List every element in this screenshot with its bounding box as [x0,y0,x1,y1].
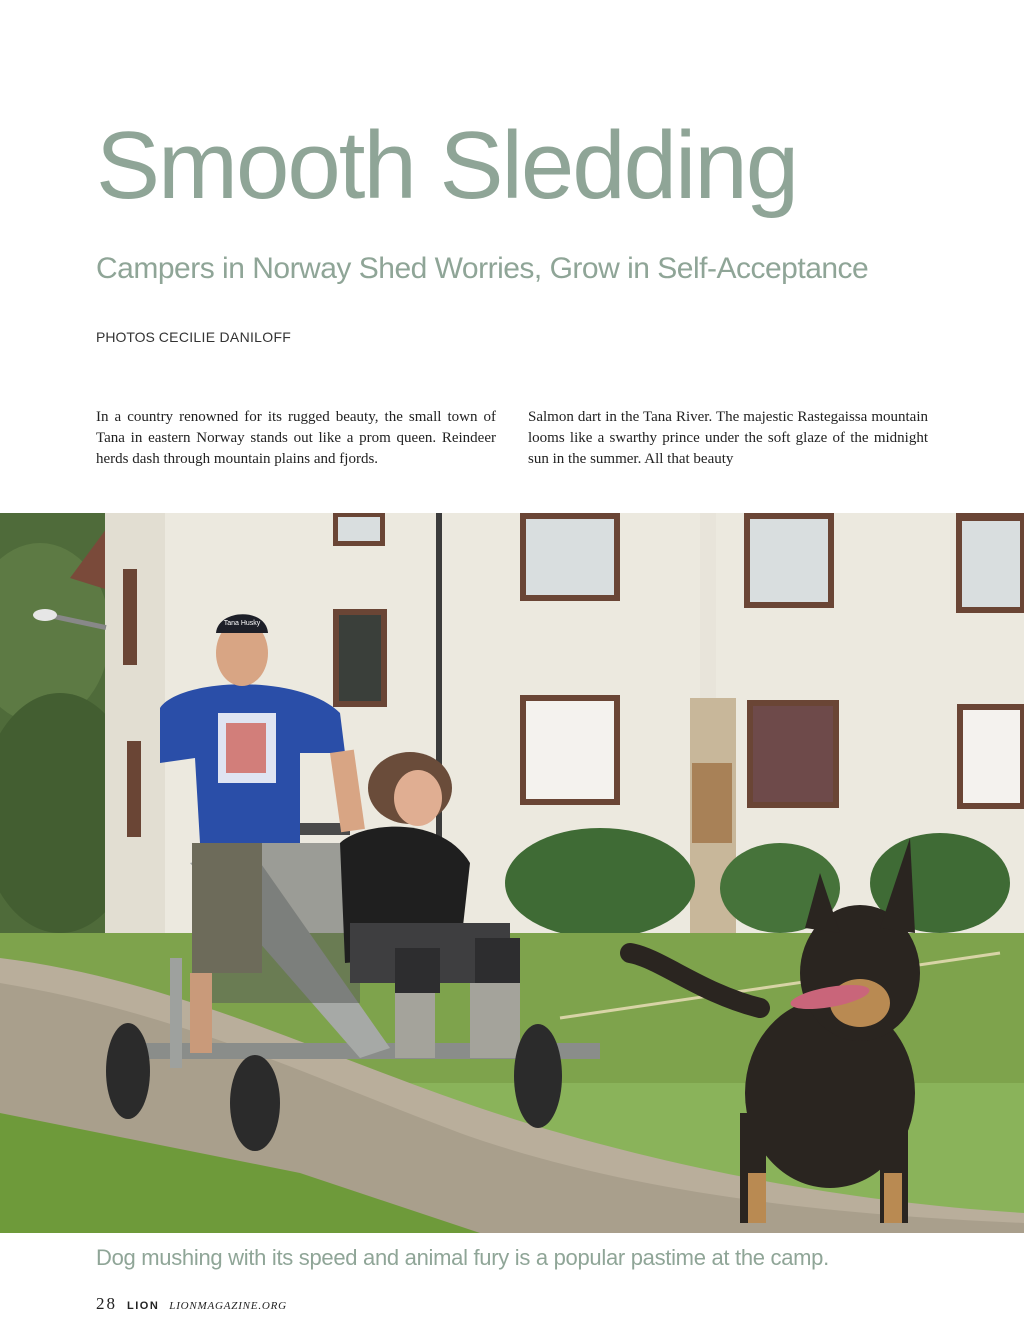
magazine-name: LION [127,1300,160,1312]
body-column-left: In a country renowned for its rugged beauty, the small town of Tana in eastern Norway stands out like a prom queen. Reindeer herds dash through mountain plains and fjords. [96,409,496,467]
body-column-right: Salmon dart in the Tana River. The majestic Rastegaissa mountain looms like a swarthy prince under the soft glaze of the midnight sun in the summer. All that beauty [528,409,928,467]
page-number: 28 [96,1294,117,1313]
article-title: Smooth Sledding [96,112,798,219]
photo-caption: Dog mushing with its speed and animal fury is a popular pastime at the camp. [96,1245,829,1270]
wheel-rear-right [230,1055,280,1151]
credit-name: CECILIE DANILOFF [158,329,292,345]
bush [505,828,695,938]
dog-mushing-photo [0,513,1024,1233]
article-subtitle: Campers in Norway Shed Worries, Grow in Self-Acceptance [96,252,869,285]
photo-credit [96,329,291,345]
cap-text: Tana Husky [223,620,261,627]
website-link[interactable]: LIONMAGAZINE.ORG [169,1300,287,1312]
street-lamp [33,609,57,621]
credit-label: PHOTOS [96,329,155,345]
page-footer [96,1294,287,1314]
wheel-front [514,1024,562,1128]
wheel-rear-left [106,1023,150,1119]
